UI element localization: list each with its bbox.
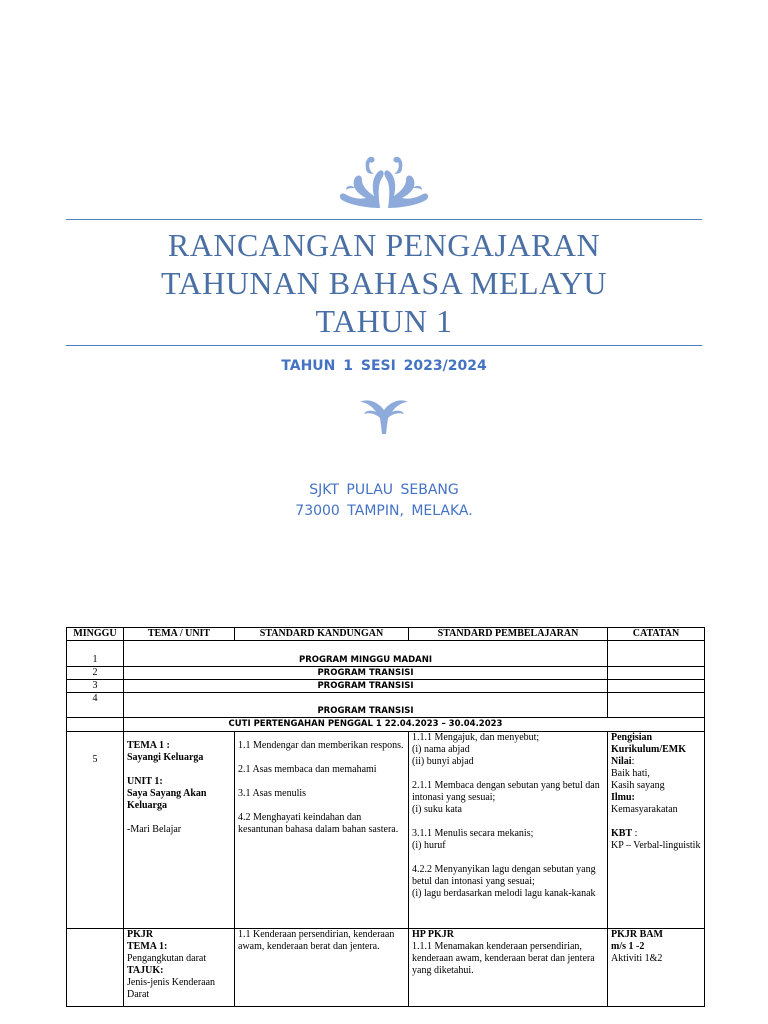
unit-label: UNIT 1: (127, 776, 163, 787)
school-address (66, 480, 702, 522)
catatan-cell (608, 667, 705, 680)
table-header-row (67, 628, 705, 641)
sk-item: 3.1 Asas menulis (238, 788, 307, 799)
header-tema-unit: TEMA / UNIT (124, 628, 235, 641)
table-row-week-5 (67, 732, 705, 929)
sp-subitem: (i) lagu berdasarkan melodi lagu kanak-kanak (412, 888, 596, 899)
holiday-cell: CUTI PERTENGAHAN PENGGAL 1 22.04.2023 – 30.04.2023 (124, 718, 705, 732)
table-row-pkjr (67, 929, 705, 1007)
sp-item: 1.1.1 Mengajuk, dan menyebut; (412, 732, 540, 743)
week-cell: 3 (67, 680, 124, 693)
table-row (67, 693, 705, 718)
kbt-value: KP – Verbal-linguistik (611, 840, 701, 851)
catatan-cell (608, 641, 705, 667)
standard-pembelajaran-cell (409, 929, 608, 1007)
pkjr-sp: 1.1.1 Menamakan kenderaan persendirian, kenderaan awam, kenderaan berat dan jentera yang diketahui. (412, 941, 595, 976)
pkjr-tajuk-label: TAJUK: (127, 965, 164, 976)
top-divider (66, 219, 702, 220)
sp-item: 3.1.1 Menulis secara mekanis; (412, 828, 534, 839)
ilmu-value: Kemasyarakatan (611, 804, 678, 815)
tema-label: TEMA 1 : (127, 740, 170, 751)
pkjr-label: PKJR (127, 929, 154, 940)
sp-subitem: (i) huruf (412, 840, 446, 851)
sp-item: 2.1.1 Membaca dengan sebutan yang betul dan intonasi yang sesuai; (412, 780, 600, 803)
program-cell: PROGRAM TRANSISI (124, 680, 608, 693)
kbt-label: KBT (611, 828, 633, 839)
catatan-cell: Pengisian Kurikulum/EMK Nilai: Baik hati, Kasih sayang Ilmu: Kemasyarakatan KBT : KP – Verbal-linguistik (608, 732, 705, 929)
week-cell: 2 (67, 667, 124, 680)
sp-subitem: (i) nama abjad (412, 744, 470, 755)
tema-unit-cell (124, 929, 235, 1007)
session-subtitle: TAHUN 1 SESI 2023/2024 (281, 358, 487, 374)
standard-kandungan-cell (235, 732, 409, 929)
school-name: SJKT PULAU SEBANG (309, 482, 459, 498)
standard-pembelajaran-cell (409, 732, 608, 929)
pkjr-sp-heading: HP PKJR (412, 929, 454, 940)
title-line-1: RANCANGAN PENGAJARAN (167, 227, 601, 263)
table-row (67, 680, 705, 693)
school-location: 73000 TAMPIN, MELAKA. (295, 503, 473, 519)
table-row (67, 641, 705, 667)
fleur-ornament-icon (356, 396, 412, 436)
program-cell: PROGRAM MINGGU MADANI (124, 641, 608, 667)
tema-name: Sayangi Keluarga (127, 752, 204, 763)
pkjr-tema-desc: Pengangkutan darat (127, 953, 207, 964)
kbt-suffix: : (632, 828, 638, 839)
title-line-2: TAHUNAN BAHASA MELAYU (161, 265, 607, 301)
unit-name: Saya Sayang Akan Keluarga (127, 788, 207, 811)
nilai-label: Nilai (611, 756, 632, 767)
week-cell: 1 (67, 641, 124, 667)
catatan-cell (608, 680, 705, 693)
sk-item: 1.1 Mendengar dan memberikan respons. (238, 740, 404, 751)
header-minggu: MINGGU (67, 628, 124, 641)
standard-kandungan-cell (235, 929, 409, 1007)
week-cell: 5 (67, 732, 124, 929)
tajuk-text: -Mari Belajar (127, 824, 182, 835)
title-line-3: TAHUN 1 (315, 303, 453, 339)
catatan-cell (608, 693, 705, 718)
week-cell: 4 (67, 693, 124, 718)
flourish-ornament-icon (332, 150, 436, 212)
sk-item: 2.1 Asas membaca dan memahami (238, 764, 377, 775)
tema-unit-cell (124, 732, 235, 929)
rpt-table (66, 627, 705, 1007)
sp-item: 4.2.2 Menyanyikan lagu dengan sebutan yang betul dan intonasi yang sesuai; (412, 864, 596, 887)
program-cell: PROGRAM TRANSISI (124, 693, 608, 718)
header-standard-kandungan: STANDARD KANDUNGAN (235, 628, 409, 641)
program-cell: PROGRAM TRANSISI (124, 667, 608, 680)
week-cell (67, 718, 124, 732)
pkjr-sk: 1.1 Kenderaan persendirian, kenderaan awam, kenderaan berat dan jentera. (238, 929, 395, 952)
sp-subitem: (ii) bunyi abjad (412, 756, 474, 767)
ilmu-label: Ilmu: (611, 792, 635, 803)
document-title (66, 226, 702, 340)
header-standard-pembelajaran: STANDARD PEMBELAJARAN (409, 628, 608, 641)
nilai-value: Baik hati, (611, 768, 650, 779)
sk-item: 4.2 Menghayati keindahan dan kesantunan bahasa dalam bahan sastera. (238, 812, 399, 835)
holiday-row (67, 718, 705, 732)
catatan-cell (608, 929, 705, 1007)
catatan-heading: Pengisian Kurikulum/EMK (611, 732, 687, 755)
bottom-divider (66, 345, 702, 346)
pkjr-catatan-page: m/s 1 -2 (611, 941, 645, 952)
pkjr-tajuk-value: Jenis-jenis Kenderaan Darat (127, 977, 216, 1000)
pkjr-catatan-heading: PKJR BAM (611, 929, 663, 940)
table-row (67, 667, 705, 680)
sp-subitem: (i) suku kata (412, 804, 462, 815)
pkjr-tema-label: TEMA 1: (127, 941, 168, 952)
header-catatan: CATATAN (608, 628, 705, 641)
week-cell (67, 929, 124, 1007)
pkjr-catatan-note: Aktiviti 1&2 (611, 953, 663, 964)
nilai-value: Kasih sayang (611, 780, 665, 791)
